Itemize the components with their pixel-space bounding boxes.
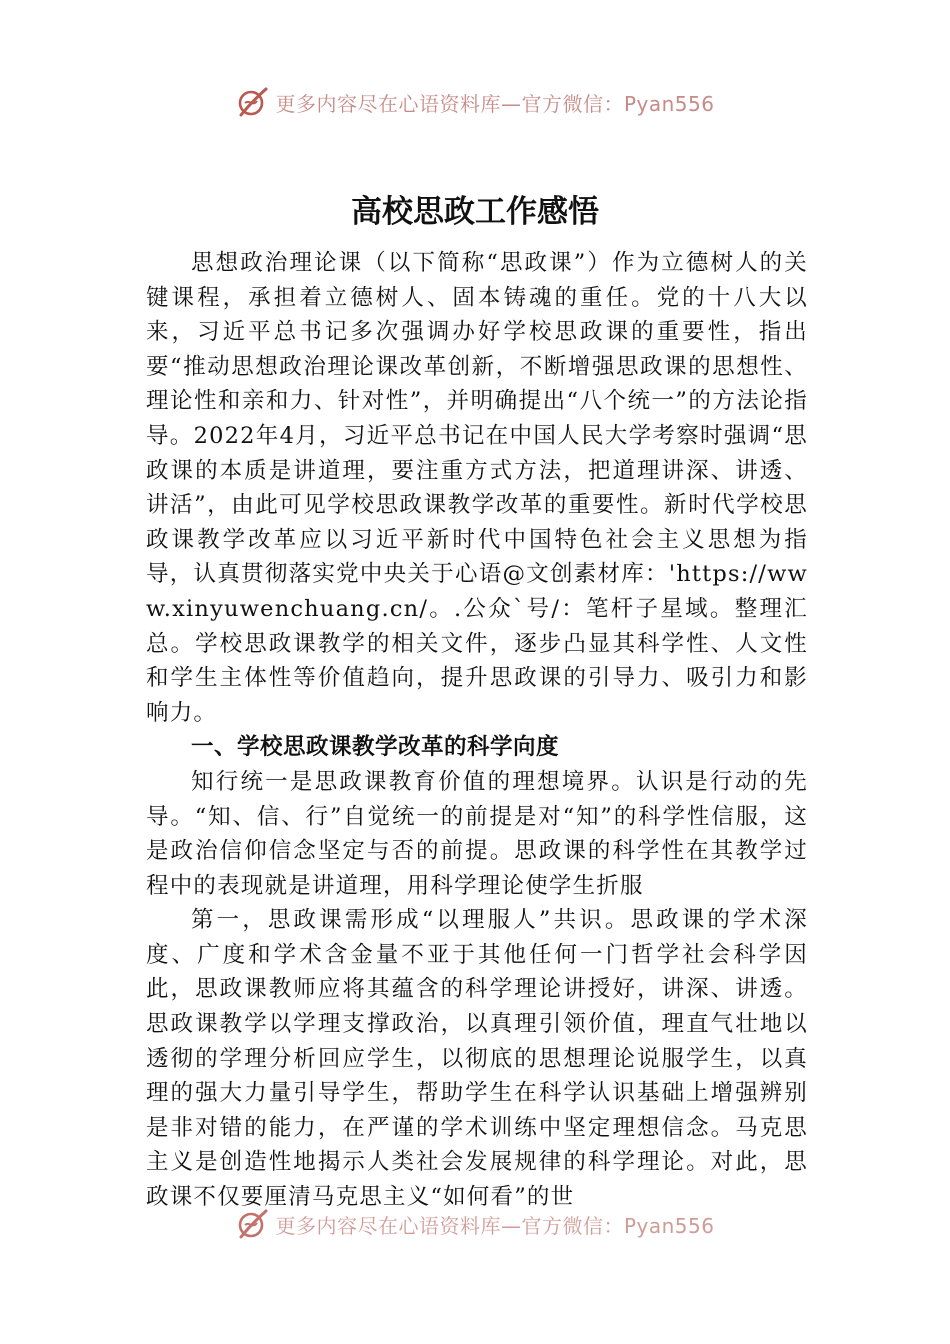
watermark-header — [0, 82, 950, 122]
document-body — [146, 246, 808, 1215]
watermark-text: 更多内容尽在心语资料库—官方微信：Pyan556 — [275, 91, 715, 116]
section-heading-1: 一、学校思政课教学改革的科学向度 — [191, 734, 560, 761]
brush-logo-icon — [235, 1207, 269, 1241]
brush-logo-icon — [235, 85, 269, 119]
watermark-footer — [0, 1204, 950, 1244]
document-title: 高校思政工作感悟 — [351, 194, 599, 230]
body-paragraph-1: 思想政治理论课（以下简称“思政课”）作为立德树人的关键课程，承担着立德树人、固本铸魂的重任。党的十八大以来，习近平总书记多次强调办好学校思政课的重要性，指出要“推动思想政治理论课改革创新，不断增强思政课的思想性、理论性和亲和力、针对性”，并明确提出“八个统一”的方法论指导。2022年4月，习近平总书记在中国人民大学考察时强调“思政课的本质是讲道理，要注重方式方法，把道理讲深、讲透、讲活”，由此可见学校思政课教学改革的重要性。新时代学校思政课教学改革应以习近平新时代中国特色社会主义思想为指导，认真贯彻落实党中央关于心语@文创素材库：'https://www.xinyuwenchuang.cn/。.公众`号/：笔杆子星域。整理汇总。学校思政课教学的相关文件，逐步凸显其科学性、人文性和学生主体性等价值趋向，提升思政课的引导力、吸引力和影响力。 — [146, 250, 808, 726]
body-paragraph-3: 第一，思政课需形成“以理服人”共识。思政课的学术深度、广度和学术含金量不亚于其他任何一门哲学社会科学因此，思政课教师应将其蕴含的科学理论讲授好，讲深、讲透。思政课教学以学理支撑政治，以真理引领价值，理直气壮地以透彻的学理分析回应学生，以彻底的思想理论说服学生，以真理的强大力量引导学生，帮助学生在科学认识基础上增强辨别是非对错的能力，在严谨的学术训练中坚定理想信念。马克思主义是创造性地揭示人类社会发展规律的科学理论。对此，思政课不仅要厘清马克思主义“如何看”的世 — [146, 907, 808, 1211]
watermark-text: 更多内容尽在心语资料库—官方微信：Pyan556 — [275, 1213, 715, 1238]
body-paragraph-2: 知行统一是思政课教育价值的理想境界。认识是行动的先导。“知、信、行”自觉统一的前提是对“知”的科学性信服，这是政治信仰信念坚定与否的前提。思政课的科学性在其教学过程中的表现就是讲道理，用科学理论使学生折服 — [146, 768, 808, 899]
